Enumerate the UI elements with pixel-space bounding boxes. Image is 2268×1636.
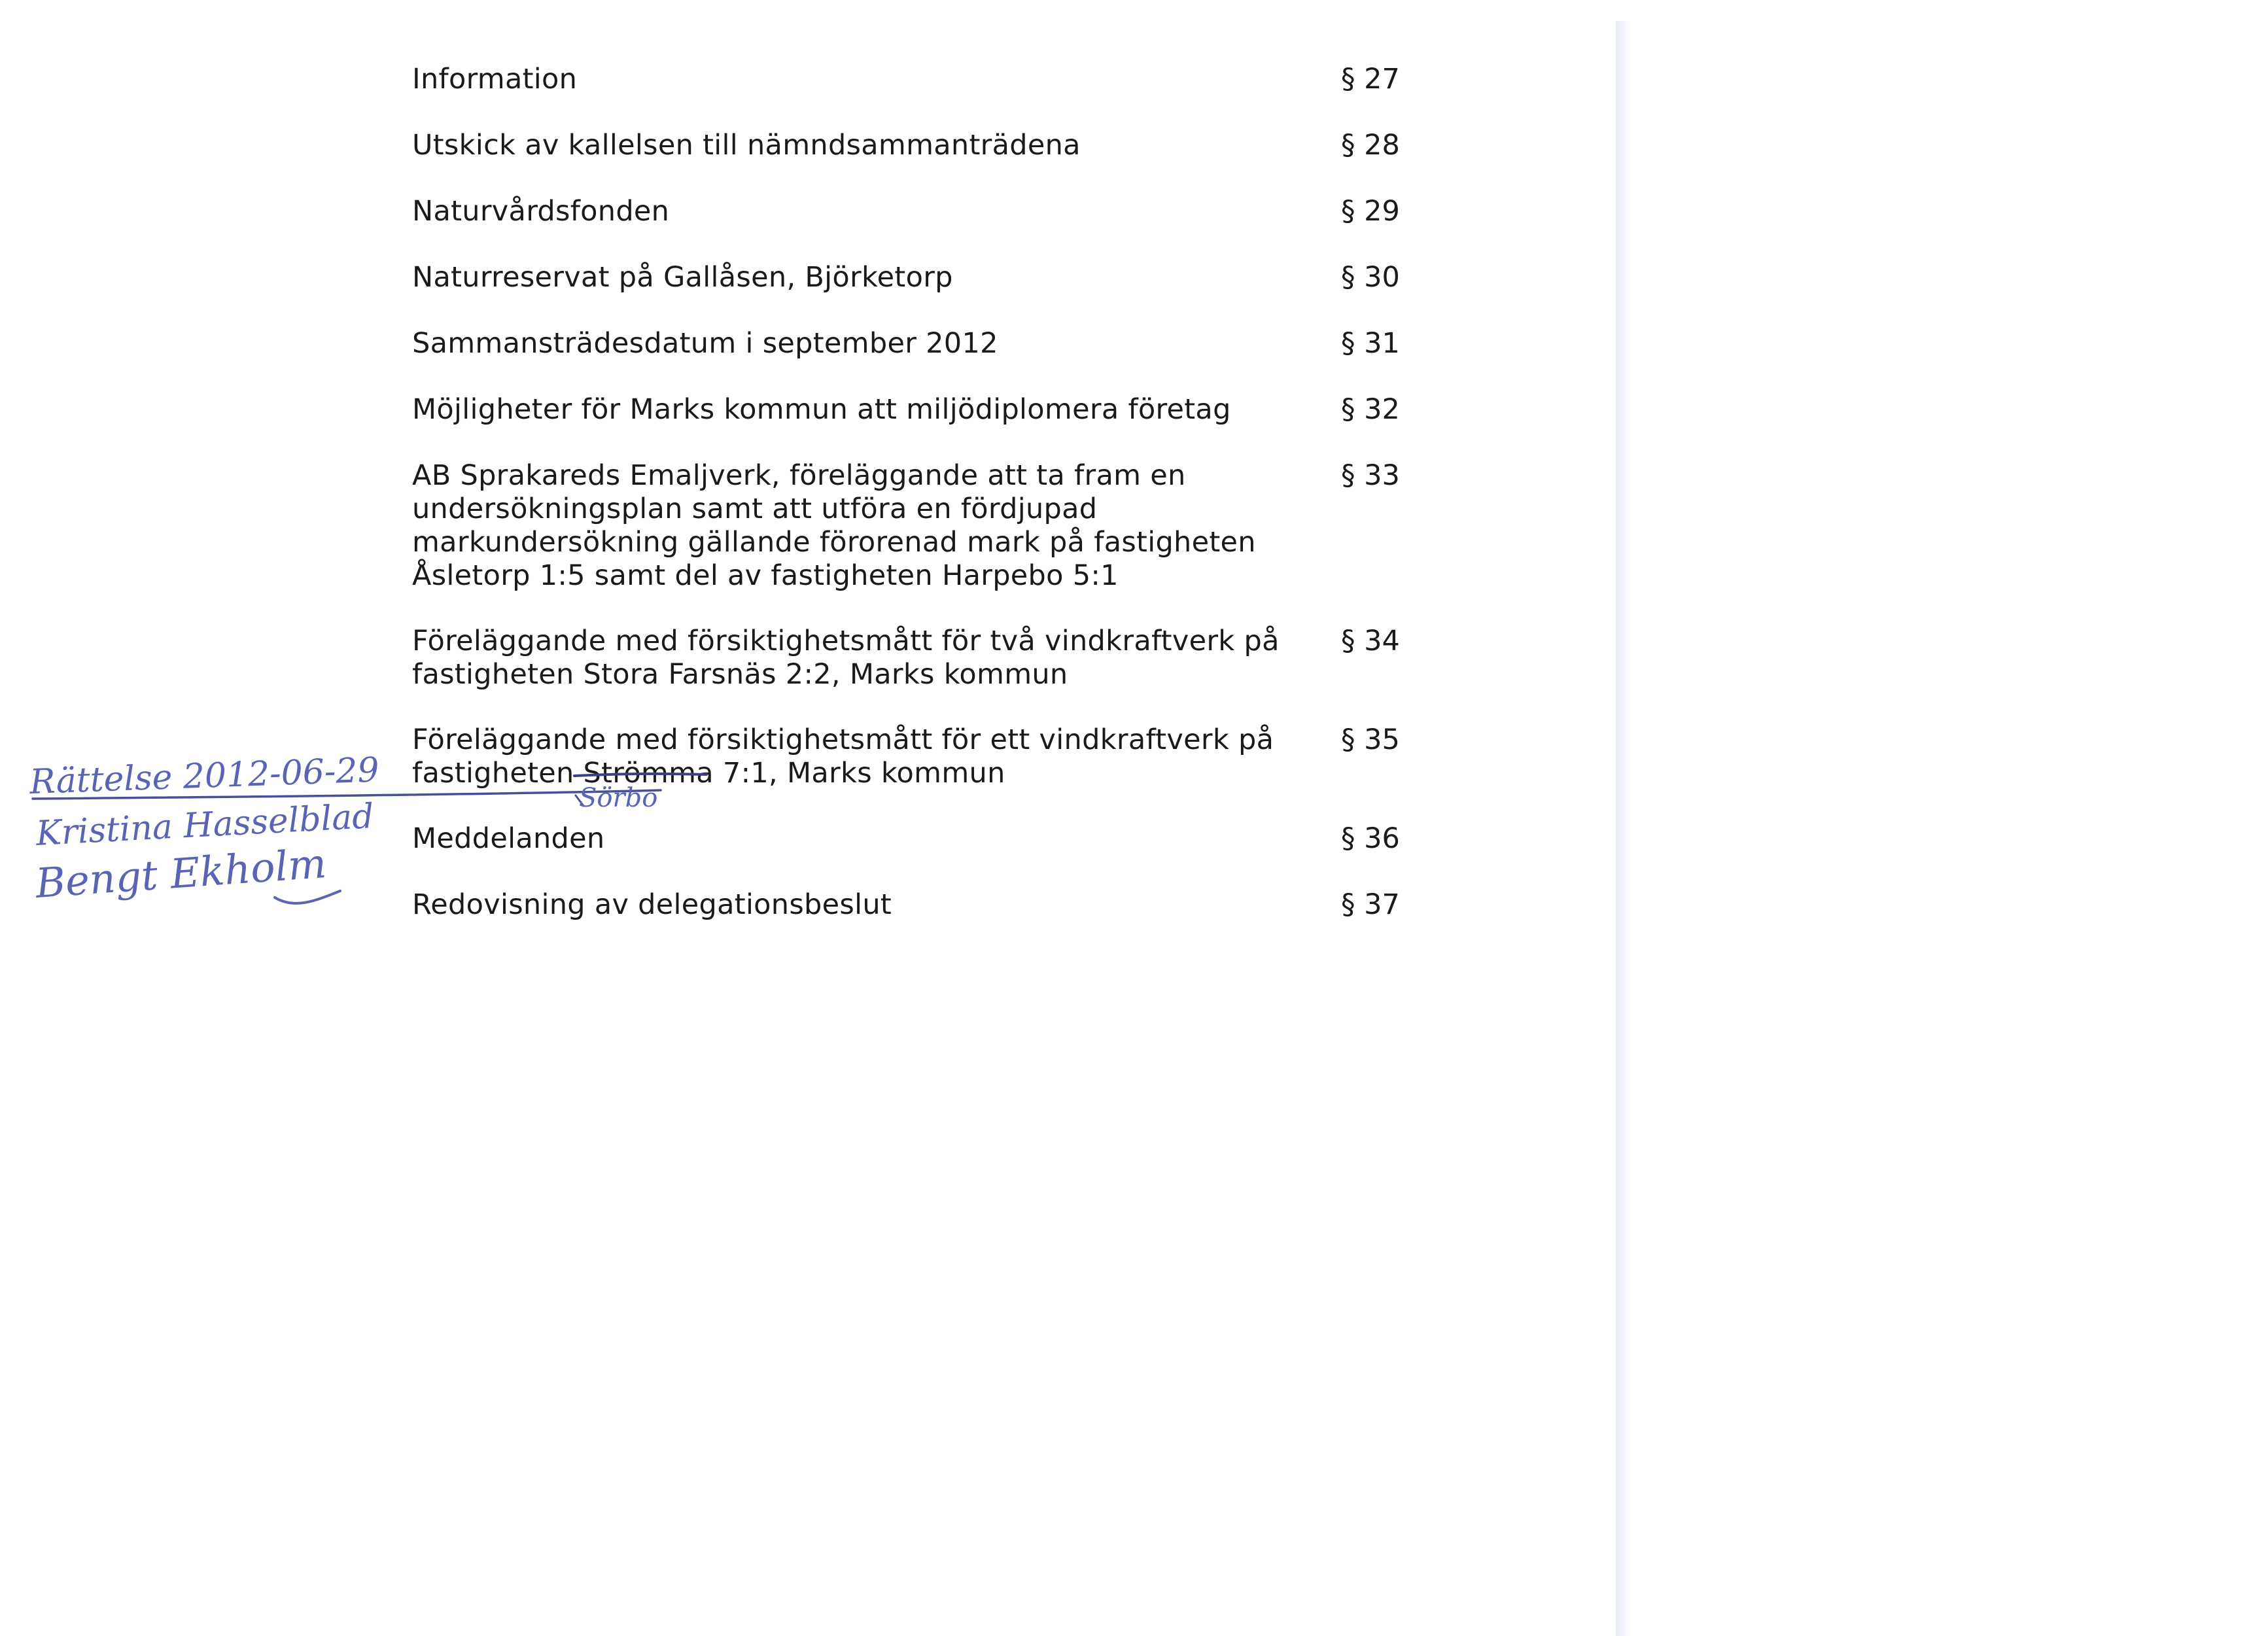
agenda-item-title: Sammansträdesdatum i september 2012 xyxy=(412,327,998,360)
agenda-item-title: Information xyxy=(412,63,578,96)
agenda-item-title: Meddelanden xyxy=(412,822,605,855)
agenda-item-section: § 36 xyxy=(1341,822,1400,855)
agenda-item-section: § 27 xyxy=(1341,63,1400,96)
correction-note: Rättelse 2012-06-29 xyxy=(29,750,380,802)
agenda-item-title: Redovisning av delegationsbeslut xyxy=(412,888,892,921)
signature-kristina: Kristina Hasselblad xyxy=(35,797,375,854)
agenda-item-title: Naturreservat på Gallåsen, Björketorp xyxy=(412,261,953,294)
agenda-item-section: § 35 xyxy=(1341,723,1400,756)
agenda-item-section: § 32 xyxy=(1341,393,1400,426)
agenda-item-section: § 37 xyxy=(1341,888,1400,921)
signature-bengt: Bengt Ekholm xyxy=(33,839,328,907)
agenda-item-section: § 31 xyxy=(1341,327,1400,360)
agenda-item-title: AB Sprakareds Emaljverk, föreläggande att ta fram en undersökningsplan samt att utföra en fördjupad markundersökning gällande förorenad mark på fastigheten Åsletorp 1:5 samt del av fastigheten Harpebo 5:1 xyxy=(412,459,1256,592)
strike-through-line xyxy=(574,774,707,776)
agenda-item-title: Föreläggande med försiktighetsmått för två vindkraftverk på fastigheten Stora Farsnäs 2:2, Marks kommun xyxy=(412,625,1280,691)
agenda-item-title: Möjligheter för Marks kommun att miljödiplomera företag xyxy=(412,393,1231,426)
agenda-item-title: Utskick av kallelsen till nämndsammanträdena xyxy=(412,129,1081,162)
agenda-item-section: § 30 xyxy=(1341,261,1400,294)
agenda-item-section: § 29 xyxy=(1341,195,1400,228)
agenda-item-section: § 33 xyxy=(1341,459,1400,492)
agenda-item-title: Naturvårdsfonden xyxy=(412,195,670,228)
replacement-text: Sörbo xyxy=(579,783,658,813)
agenda-item-title: Föreläggande med försiktighetsmått för ett vindkraftverk på fastigheten Strömma 7:1, Marks kommun xyxy=(412,723,1274,790)
agenda-item-section: § 28 xyxy=(1341,129,1400,162)
signature-flourish xyxy=(275,891,340,903)
agenda-item-section: § 34 xyxy=(1341,625,1400,657)
